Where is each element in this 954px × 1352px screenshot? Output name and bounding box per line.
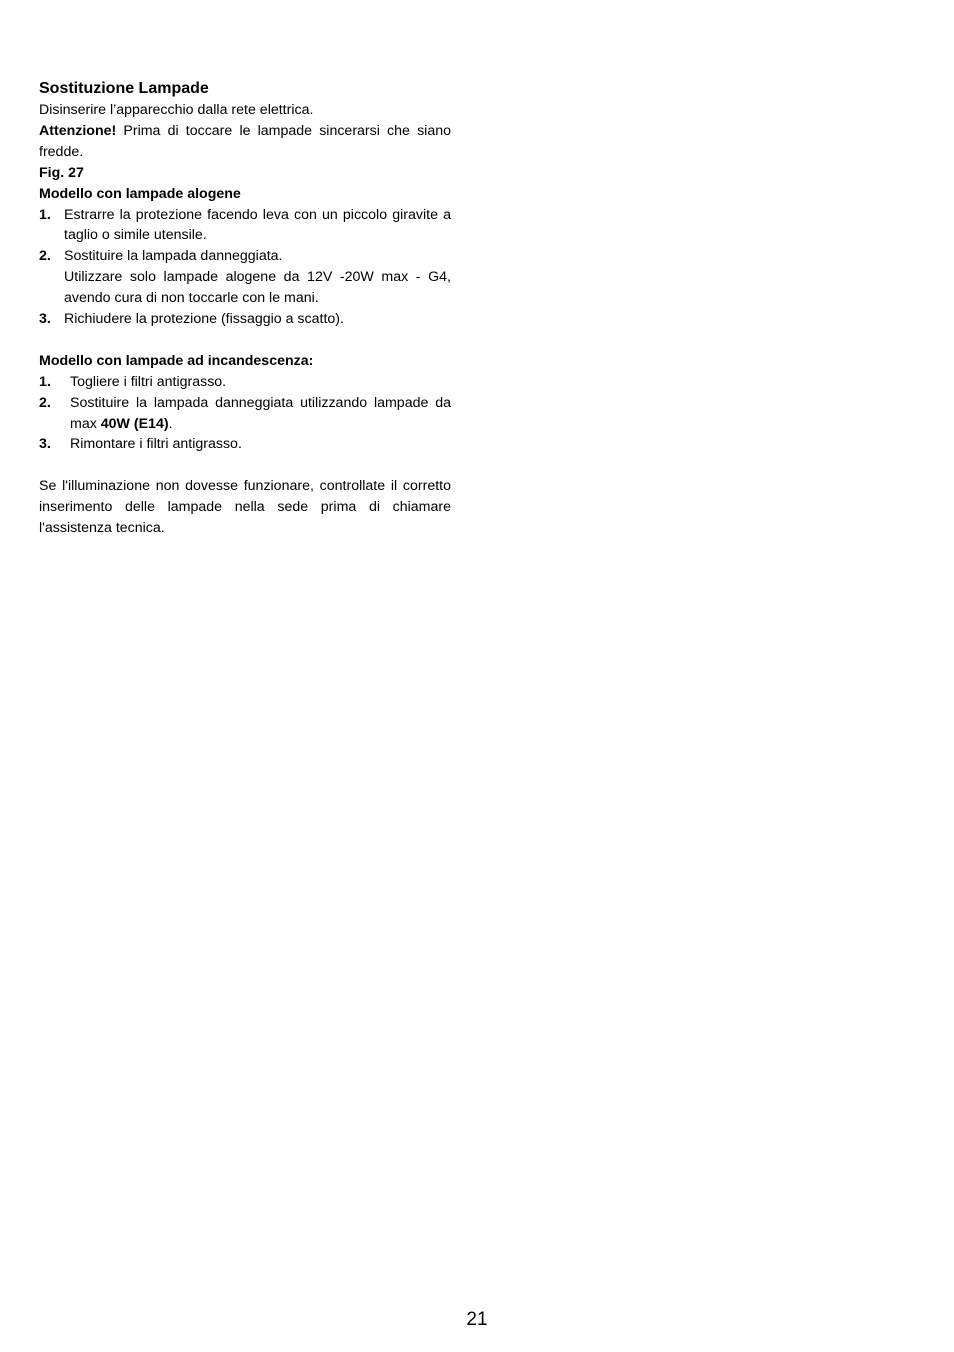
step-text: Sostituire la lampada danneggiata utilizzando lampade da max xyxy=(70,394,451,432)
incandescent-steps xyxy=(39,372,451,456)
step-number: 1. xyxy=(39,373,51,390)
warning-label: Attenzione! xyxy=(39,122,117,139)
step-text: Rimontare i filtri antigrasso. xyxy=(70,436,242,453)
list-item xyxy=(39,393,451,435)
warning-text: Prima di toccare le lampade sincerarsi che siano fredde. xyxy=(39,122,451,160)
closing-paragraph: Se l'illuminazione non dovesse funzionare, controllate il corretto inserimento delle lampade nella sede prima di chiamare l'assistenza tecnica. xyxy=(39,478,451,537)
step-text: Estrarre la protezione facendo leva con un piccolo giravite a taglio o simile utensile. xyxy=(64,206,451,244)
step-text-end: . xyxy=(168,415,173,432)
spacer xyxy=(39,330,451,351)
list-item xyxy=(39,246,451,309)
section-title: Sostituzione Lampade xyxy=(39,80,209,97)
list-item xyxy=(39,309,451,330)
list-item xyxy=(39,205,451,247)
step-text: Richiudere la protezione (fissaggio a scatto). xyxy=(64,311,344,328)
list-item xyxy=(39,434,451,455)
step-text-bold: 40W (E14) xyxy=(100,415,169,432)
incandescent-heading: Modello con lampade ad incandescenza: xyxy=(39,352,314,369)
spacer xyxy=(39,455,451,476)
step-number: 3. xyxy=(39,436,51,453)
step-text: Togliere i filtri antigrasso. xyxy=(70,373,227,390)
halogen-steps xyxy=(39,205,451,330)
step-number: 2. xyxy=(39,248,51,265)
step-text-continued: Utilizzare solo lampade alogene da 12V -20W max - G4, avendo cura di non toccarle con le mani. xyxy=(64,269,451,307)
figure-reference: Fig. 27 xyxy=(39,164,84,181)
list-item xyxy=(39,372,451,393)
step-number: 1. xyxy=(39,206,51,223)
intro-text: Disinserire l’apparecchio dalla rete elettrica. xyxy=(39,102,314,118)
step-number: 2. xyxy=(39,394,51,411)
text-column xyxy=(39,78,451,539)
step-text: Sostituire la lampada danneggiata. xyxy=(64,248,283,265)
page-number: 21 xyxy=(466,1309,488,1330)
halogen-heading: Modello con lampade alogene xyxy=(39,185,241,202)
warning-paragraph xyxy=(39,121,451,163)
step-number: 3. xyxy=(39,311,51,328)
